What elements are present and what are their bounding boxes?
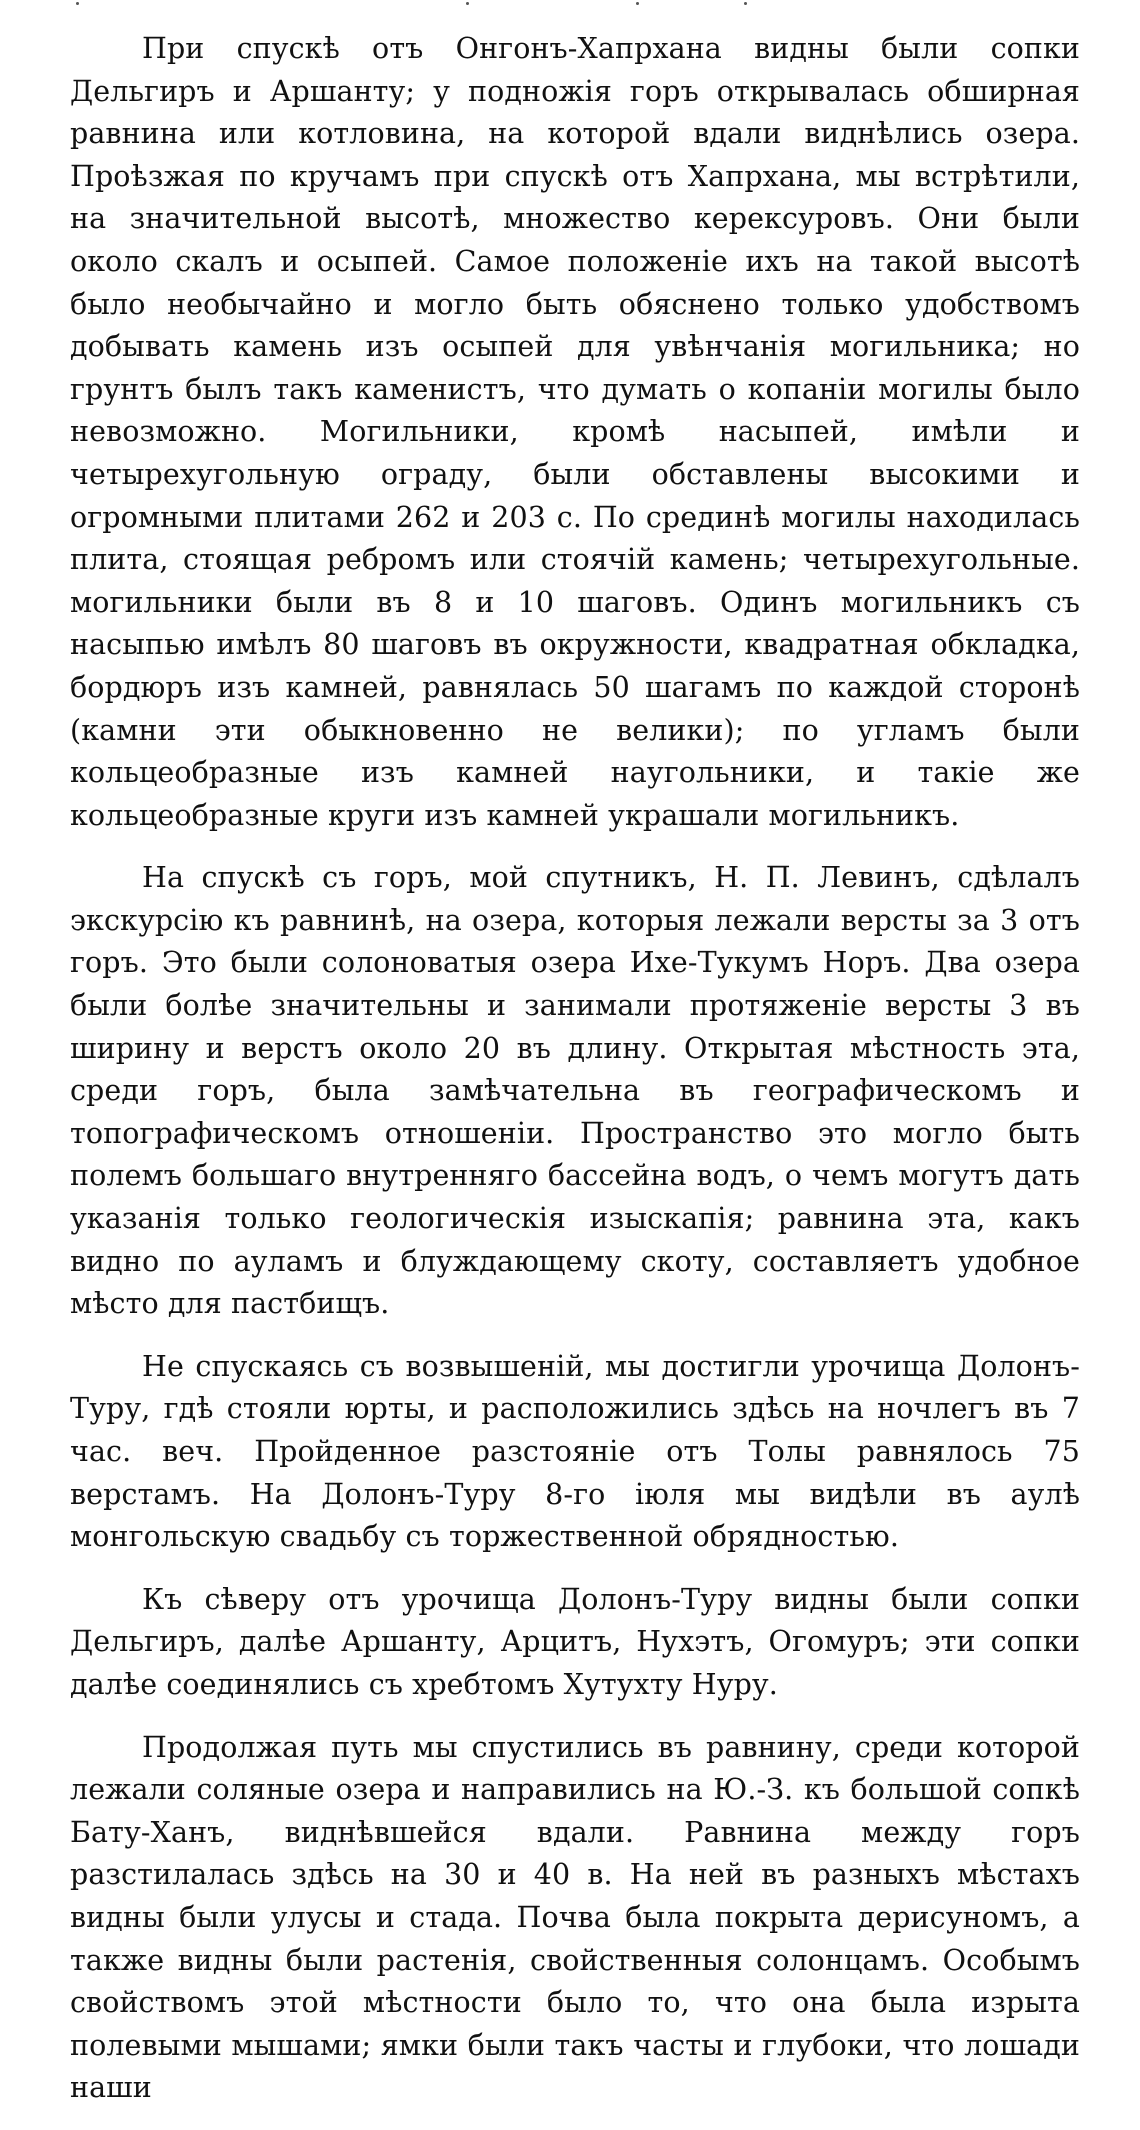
ink-speck <box>744 2 747 5</box>
body-text-column <box>70 28 1080 2130</box>
paragraph-2: На спускѣ съ горъ, мой спутникъ, Н. П. Левинъ, сдѣлалъ экскурсію къ равнинѣ, на озера, которыя лежали версты за 3 отъ горъ. Это были солоноватыя озера Ихе-Тукумъ Норъ. Два озера были болѣе значительны и занимали протяженіе версты 3 въ ширину и верстъ около 20 въ длину. Открытая мѣстность эта, среди горъ, была замѣчательна въ географическомъ и топографическомъ отношеніи. Пространство это могло быть полемъ большаго внутренняго бассейна водъ, о чемъ могутъ дать указанія только геологическія изыскапія; равнина эта, какъ видно по ауламъ и блуждающему скоту, составляетъ удобное мѣсто для пастбищъ. <box>70 861 1080 1321</box>
ink-speck <box>76 2 79 5</box>
paragraph-1: При спускѣ отъ Онгонъ-Хапрхана видны были сопки Дельгиръ и Аршанту; у подножія горъ открывалась обширная равнина или котловина, на которой вдали виднѣлись озера. Проѣзжая по кручамъ при спускѣ отъ Хапрхана, мы встрѣтили, на значительной высотѣ, множество керексуровъ. Они были около скалъ и осыпей. Самое положеніе ихъ на такой высотѣ было необычайно и могло быть обяснено только удобствомъ добывать камень изъ осыпей для увѣнчанія могильника; но грунтъ былъ такъ каменистъ, что думать о копаніи могилы было невозможно. Могильники, кромѣ насыпей, имѣли и четырехугольную ограду, были обставлены высокими и огромными плитами 262 и 203 с. По срединѣ могилы находилась плита, стоящая ребромъ или стоячій камень; четырехугольные. могильники были въ 8 и 10 шаговъ. Одинъ могильникъ съ насыпью имѣлъ 80 шаговъ въ окружности, квадратная обкладка, бордюръ изъ камней, равнялась 50 шагамъ по каждой сторонѣ (камни эти обыкновенно не велики); по угламъ были кольцеобразные изъ камней наугольники, и такіе же кольцеобразные круги изъ камней украшали могильникъ. <box>70 32 1080 832</box>
top-edge-specks <box>76 0 976 12</box>
paragraph-5: Продолжая путь мы спустились въ равнину, среди которой лежали соляные озера и направились на Ю.-З. къ большой сопкѣ Бату-Ханъ, виднѣвшейся вдали. Равнина между горъ разстилалась здѣсь на 30 и 40 в. На ней въ разныхъ мѣстахъ видны были улусы и стада. Почва была покрыта дерисуномъ, а также видны были растенія, свойственныя солонцамъ. Особымъ свойствомъ этой мѣстности было то, что она была изрыта полевыми мышами; ямки были такъ часты и глубоки, что лошади наши <box>70 1730 1080 2105</box>
paragraph-4: Къ сѣверу отъ урочища Долонъ-Туру видны были сопки Дельгиръ, далѣе Аршанту, Арцитъ, Нухэтъ, Огомуръ; эти сопки далѣе соединялись съ хребтомъ Хутухту Нуру. <box>70 1582 1080 1701</box>
ink-speck <box>636 2 639 5</box>
paragraph-3: Не спускаясь съ возвышеній, мы достигли урочища Долонъ-Туру, гдѣ стояли юрты, и расположились здѣсь на ночлегъ въ 7 час. веч. Пройденное разстояніе отъ Толы равнялось 75 верстамъ. На Долонъ-Туру 8-го іюля мы видѣли въ аулѣ монгольскую свадьбу съ торжественной обрядностью. <box>70 1349 1080 1554</box>
ink-speck <box>466 2 469 5</box>
